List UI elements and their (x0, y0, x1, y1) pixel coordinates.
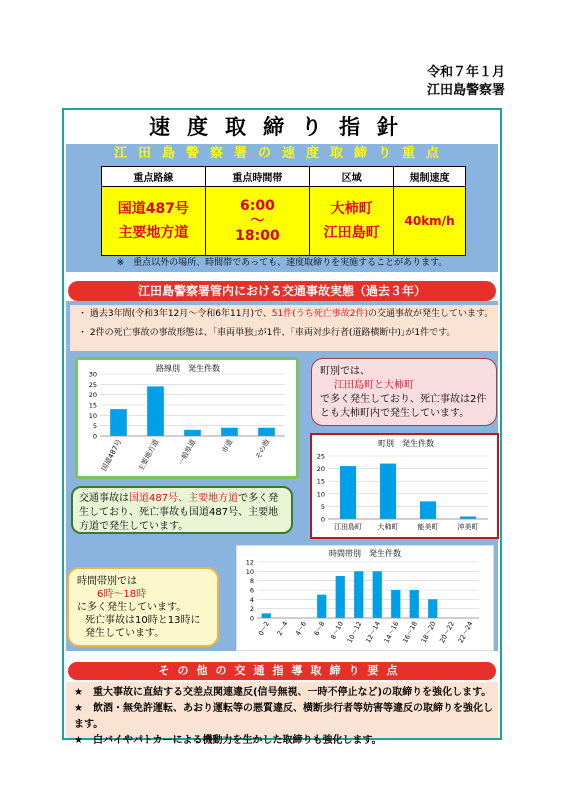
bar (336, 576, 345, 618)
x-tick-label: 10～12 (345, 620, 364, 645)
town-callout-2: 江田島町と大柿町 (334, 380, 414, 391)
y-tick-label: 15 (88, 401, 97, 410)
time-callout-2: 6時～18時 (97, 589, 147, 600)
route-callout-b: 国道487号、主要地方道 (129, 493, 239, 504)
y-tick-label: 4 (249, 595, 254, 604)
y-tick-label: 10 (88, 411, 97, 420)
bar (262, 613, 271, 618)
bar (221, 428, 238, 436)
summary-line-1 (70, 305, 498, 324)
y-tick-label: 15 (316, 477, 325, 486)
col-speed: 規制速度 (394, 167, 466, 187)
priority-table (101, 166, 466, 256)
bar (184, 430, 201, 436)
y-tick-label: 12 (245, 558, 254, 567)
route-callout-a: 交通事故は (79, 493, 129, 504)
y-tick-label: 25 (316, 452, 325, 461)
town-chart-panel (310, 433, 499, 539)
page-title: 速度取締り指針 (149, 115, 415, 139)
bar (380, 464, 396, 519)
x-tick-label: 18～20 (419, 620, 438, 645)
chart-title: 時間帯別 発生件数 (329, 549, 401, 558)
x-tick-label: 沖美町 (457, 523, 479, 531)
area-cell (310, 187, 394, 256)
bar (410, 590, 419, 618)
route-callout-c: で多く発生しており、死亡事故も国道487号、主要地方道で発生しています。 (79, 493, 279, 532)
summary-text-c: の交通事故が発生しています。 (368, 309, 494, 319)
bar (110, 409, 127, 436)
x-tick-label: 14～16 (382, 620, 401, 645)
time-end: 18:00 (235, 227, 280, 244)
town-callout (311, 358, 497, 426)
area-2: 江田島町 (323, 225, 380, 241)
y-tick-label: 5 (320, 502, 325, 511)
time-tilde: ～ (250, 212, 265, 229)
x-tick-label: その他 (254, 438, 272, 461)
y-tick-label: 0 (92, 432, 97, 441)
x-tick-label: 4～6 (294, 620, 309, 637)
time-callout-1: 時間帯別では (77, 576, 137, 587)
bar (428, 599, 437, 618)
x-tick-label: 8～10 (329, 620, 346, 641)
y-tick-label: 2 (249, 605, 254, 614)
time-cell (205, 187, 310, 256)
other-item-2: ★ 飲酒・無免許運転、あおり運転等の悪質違反、横断歩行者等妨害等違反の取締りを強化します。 (74, 703, 493, 730)
town-chart (312, 435, 497, 537)
time-start: 6:00 (240, 197, 275, 214)
other-heading: その他の交通指導取締り要点 (68, 662, 496, 680)
y-tick-label: 20 (316, 465, 325, 474)
chart-title: 路線別 発生件数 (156, 364, 220, 373)
y-tick-label: 6 (249, 586, 254, 595)
header-block (380, 64, 505, 100)
y-tick-label: 0 (249, 614, 254, 623)
time-chart (237, 546, 493, 650)
x-tick-label: 江田島町 (334, 523, 362, 531)
accident-count: 51件(うち死亡事故2件) (271, 309, 368, 319)
x-tick-label: 一般県道 (177, 438, 198, 467)
y-tick-label: 0 (320, 515, 325, 524)
bar (420, 501, 436, 519)
x-tick-label: 0～2 (257, 620, 272, 637)
accident-summary (70, 305, 498, 351)
y-tick-label: 25 (88, 380, 97, 389)
x-tick-label: 市道 (220, 438, 235, 455)
bar (340, 466, 356, 519)
town-callout-3: で多く発生しており、死亡事故は2件とも大柿町内で発生しています。 (320, 394, 487, 419)
x-tick-label: 22～24 (456, 620, 475, 645)
x-tick-label: 国道487号 (100, 438, 124, 473)
col-route: 重点路線 (102, 167, 206, 187)
y-tick-label: 10 (245, 567, 254, 576)
time-callout-4: 死亡事故は10時と13時に発生しています。 (85, 615, 201, 639)
priority-heading: 江田島警察署の速度取締り重点 (113, 146, 450, 161)
x-tick-label: 16～18 (401, 620, 420, 645)
office-name: 江田島警察署 (426, 83, 505, 98)
y-tick-label: 10 (316, 490, 325, 499)
col-time: 重点時間帯 (205, 167, 310, 187)
route-chart (78, 360, 296, 476)
bar (373, 571, 382, 618)
time-callout (67, 567, 219, 647)
x-tick-label: 大柿町 (377, 523, 399, 531)
speed-cell: 40km/h (394, 187, 466, 256)
summary-line-2: ・ 2件の死亡事故の事故形態は、｢車両単独｣が1件、｢車両対歩行者(道路横断中)｣が1件です。 (78, 328, 456, 338)
other-list (66, 682, 498, 746)
other-item-1: ★ 重大事故に直結する交差点関連違反(信号無視、一時不停止など)の取締りを強化します。 (74, 687, 492, 698)
route-1: 国道487号 (117, 201, 189, 217)
x-tick-label: 主要地方道 (136, 438, 161, 473)
route-2: 主要地方道 (118, 225, 189, 241)
x-tick-label: 能美町 (417, 523, 439, 531)
y-tick-label: 30 (88, 370, 97, 379)
x-tick-label: 12～14 (364, 620, 383, 645)
y-tick-label: 20 (88, 391, 97, 400)
accident-heading: 江田島警察署管内における交通事故実態（過去３年） (68, 281, 496, 301)
issue-date: 令和７年１月 (426, 65, 505, 80)
x-tick-label: 2～4 (275, 620, 290, 637)
y-tick-label: 5 (92, 422, 97, 431)
chart-title: 町別 発生件数 (378, 439, 434, 448)
bar (147, 386, 164, 436)
bar (391, 590, 400, 618)
area-1: 大柿町 (330, 201, 373, 217)
summary-text-a: ・ 過去3年間(令和3年12月～令和6年11月)で、 (78, 309, 272, 319)
other-item-3: ★ 白バイやパトカーによる機動力を生かした取締りも強化します。 (74, 735, 382, 746)
time-chart-panel (236, 545, 494, 651)
x-tick-label: 6～8 (312, 620, 327, 637)
time-callout-3: に多く発生しています。 (77, 602, 187, 613)
priority-note: ※ 重点以外の場所、時間帯であっても、速度取締りを実施することがあります。 (116, 258, 448, 268)
bar (317, 595, 326, 618)
col-area: 区域 (310, 167, 394, 187)
route-chart-panel (75, 357, 299, 479)
y-tick-label: 8 (249, 577, 254, 586)
bar (354, 571, 363, 618)
x-tick-label: 20～22 (438, 620, 457, 645)
town-callout-1: 町別では、 (320, 366, 370, 377)
route-callout (71, 486, 293, 534)
route-cell (102, 187, 206, 256)
bar (258, 428, 275, 436)
